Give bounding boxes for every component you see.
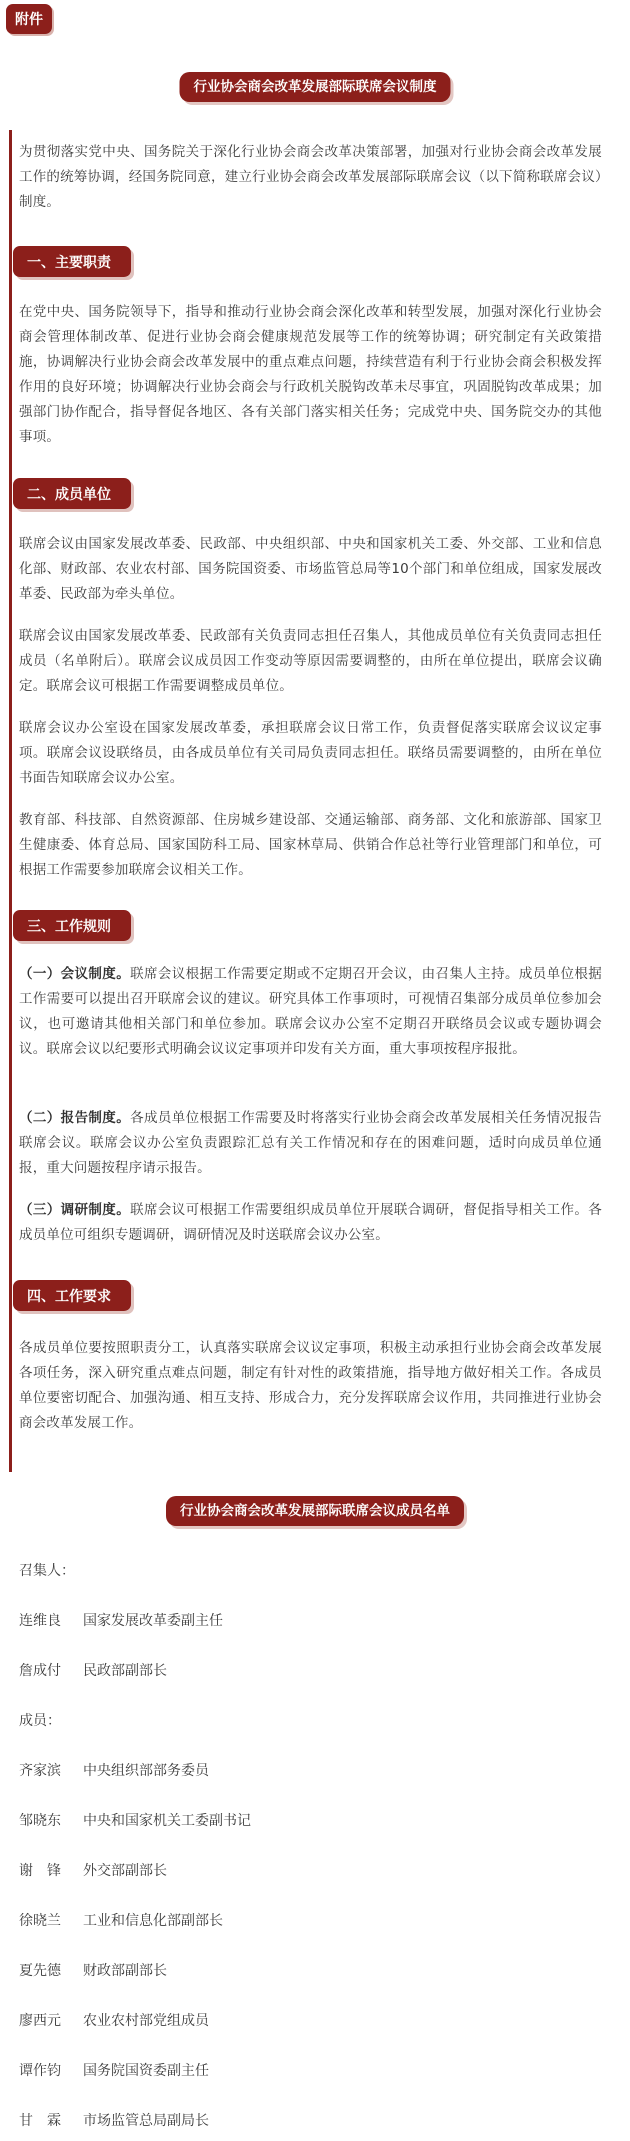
roster-entry xyxy=(19,1660,167,1680)
roster-entry xyxy=(19,1910,223,1930)
members-label: 成员： xyxy=(19,1713,61,1729)
roster-entry xyxy=(19,1960,167,1980)
rule-research xyxy=(19,1198,602,1248)
paragraph: 教育部、科技部、自然资源部、住房城乡建设部、交通运输部、商务部、文化和旅游部、国家卫生健康委、体育总局、国家国防科工局、国家林草局、供销合作总社等行业管理部门和单位，可根据工作需要参加联席会议相关工作。 xyxy=(19,812,602,878)
roster-entry xyxy=(19,2010,209,2030)
person-title: 市场监管总局副局长 xyxy=(83,2113,209,2129)
rule-label: （一）会议制度。 xyxy=(19,966,131,982)
section-heading-members: 二、成员单位 xyxy=(13,478,131,509)
person-name: 邹晓东 xyxy=(19,1813,61,1829)
rule-text: 联席会议根据工作需要定期或不定期召开会议，由召集人主持。成员单位根据工作需要可以提出召开联席会议的建议。研究具体工作事项时，可视情召集部分成员单位参加会议，也可邀请其他相关部门和单位参加。联席会议办公室不定期召开联络员会议或专题协调会议。联席会议以纪要形式明确会议议定事项并印发有关方面，重大事项按程序报批。 xyxy=(19,966,602,1057)
rule-report xyxy=(19,1106,602,1181)
rule-text: 各成员单位根据工作需要及时将落实行业协会商会改革发展相关任务情况报告联席会议。联席会议办公室负责跟踪汇总有关工作情况和存在的困难问题，适时向成员单位通报，重大问题按程序请示报告。 xyxy=(19,1110,602,1176)
paragraph: 联席会议由国家发展改革委、民政部有关负责同志担任召集人，其他成员单位有关负责同志担任成员（名单附后）。联席会议成员因工作变动等原因需要调整的，由所在单位提出，联席会议确定。联席会议可根据工作需要调整成员单位。 xyxy=(19,628,602,694)
convenors-label: 召集人： xyxy=(19,1563,75,1579)
person-name: 夏先德 xyxy=(19,1963,61,1979)
person-name: 詹成付 xyxy=(19,1663,61,1679)
roster-entry xyxy=(19,2060,209,2080)
person-name: 齐家滨 xyxy=(19,1763,61,1779)
person-name: 谭作钧 xyxy=(19,2063,61,2079)
person-name: 廖西元 xyxy=(19,2013,61,2029)
roster-title: 行业协会商会改革发展部际联席会议成员名单 xyxy=(166,1496,464,1526)
rule-text: 联席会议可根据工作需要组织成员单位开展联合调研，督促指导相关工作。各成员单位可组织专题调研，调研情况及时送联席会议办公室。 xyxy=(19,1202,602,1243)
roster-entry xyxy=(19,2110,209,2130)
roster-entry xyxy=(19,1760,209,1780)
person-title: 财政部副部长 xyxy=(83,1963,167,1979)
section-heading-rules: 三、工作规则 xyxy=(13,910,131,941)
roster-entry xyxy=(19,1610,223,1630)
paragraph: 各成员单位要按照职责分工，认真落实联席会议议定事项，积极主动承担行业协会商会改革发展各项任务，深入研究重点难点问题，制定有针对性的政策措施，指导地方做好相关工作。各成员单位要密切配合、加强沟通、相互支持、形成合力，充分发挥联席会议作用，共同推进行业协会商会改革发展工作。 xyxy=(19,1340,602,1431)
section-heading-duties: 一、主要职责 xyxy=(13,246,131,277)
paragraph: 联席会议办公室设在国家发展改革委，承担联席会议日常工作，负责督促落实联席会议议定事项。联席会议设联络员，由各成员单位有关司局负责同志担任。联络员需要调整的，由所在单位书面告知联席会议办公室。 xyxy=(19,720,602,786)
person-title: 中央和国家机关工委副书记 xyxy=(83,1813,251,1829)
paragraph: 在党中央、国务院领导下，指导和推动行业协会商会深化改革和转型发展，加强对深化行业协会商会管理体制改革、促进行业协会商会健康规范发展等工作的统筹协调；研究制定有关政策措施，协调解决行业协会商会改革发展中的重点难点问题，持续营造有利于行业协会商会积极发挥作用的良好环境；协调解决行业协会商会与行政机关脱钩改革未尽事宜，巩固脱钩改革成果；加强部门协作配合，指导督促各地区、各有关部门落实相关任务；完成党中央、国务院交办的其他事项。 xyxy=(19,304,602,445)
paragraph: 联席会议由国家发展改革委、民政部、中央组织部、中央和国家机关工委、外交部、工业和信息化部、财政部、农业农村部、国务院国资委、市场监管总局等10个部门和单位组成，国家发展改革委、民政部为牵头单位。 xyxy=(19,536,602,602)
person-title: 工业和信息化部副部长 xyxy=(83,1913,223,1929)
person-title: 农业农村部党组成员 xyxy=(83,2013,209,2029)
person-name: 谢 锋 xyxy=(19,1863,61,1879)
person-name: 甘 霖 xyxy=(19,2113,61,2129)
attachment-tag: 附件 xyxy=(6,4,52,34)
rule-label: （二）报告制度。 xyxy=(19,1110,131,1126)
person-title: 民政部副部长 xyxy=(83,1663,167,1679)
roster-entry xyxy=(19,1860,167,1880)
person-title: 中央组织部部务委员 xyxy=(83,1763,209,1779)
document-title: 行业协会商会改革发展部际联席会议制度 xyxy=(180,72,451,102)
rule-label: （三）调研制度。 xyxy=(19,1202,131,1218)
person-title: 外交部副部长 xyxy=(83,1863,167,1879)
person-name: 徐晓兰 xyxy=(19,1913,61,1929)
intro-paragraph: 为贯彻落实党中央、国务院关于深化行业协会商会改革决策部署，加强对行业协会商会改革发展工作的统筹协调，经国务院同意，建立行业协会商会改革发展部际联席会议（以下简称联席会议）制度。 xyxy=(19,144,602,210)
person-title: 国务院国资委副主任 xyxy=(83,2063,209,2079)
section-heading-requirements: 四、工作要求 xyxy=(13,1280,131,1311)
roster-entry xyxy=(19,1810,251,1830)
rule-meeting xyxy=(19,962,602,1062)
person-title: 国家发展改革委副主任 xyxy=(83,1613,223,1629)
person-name: 连维良 xyxy=(19,1613,61,1629)
